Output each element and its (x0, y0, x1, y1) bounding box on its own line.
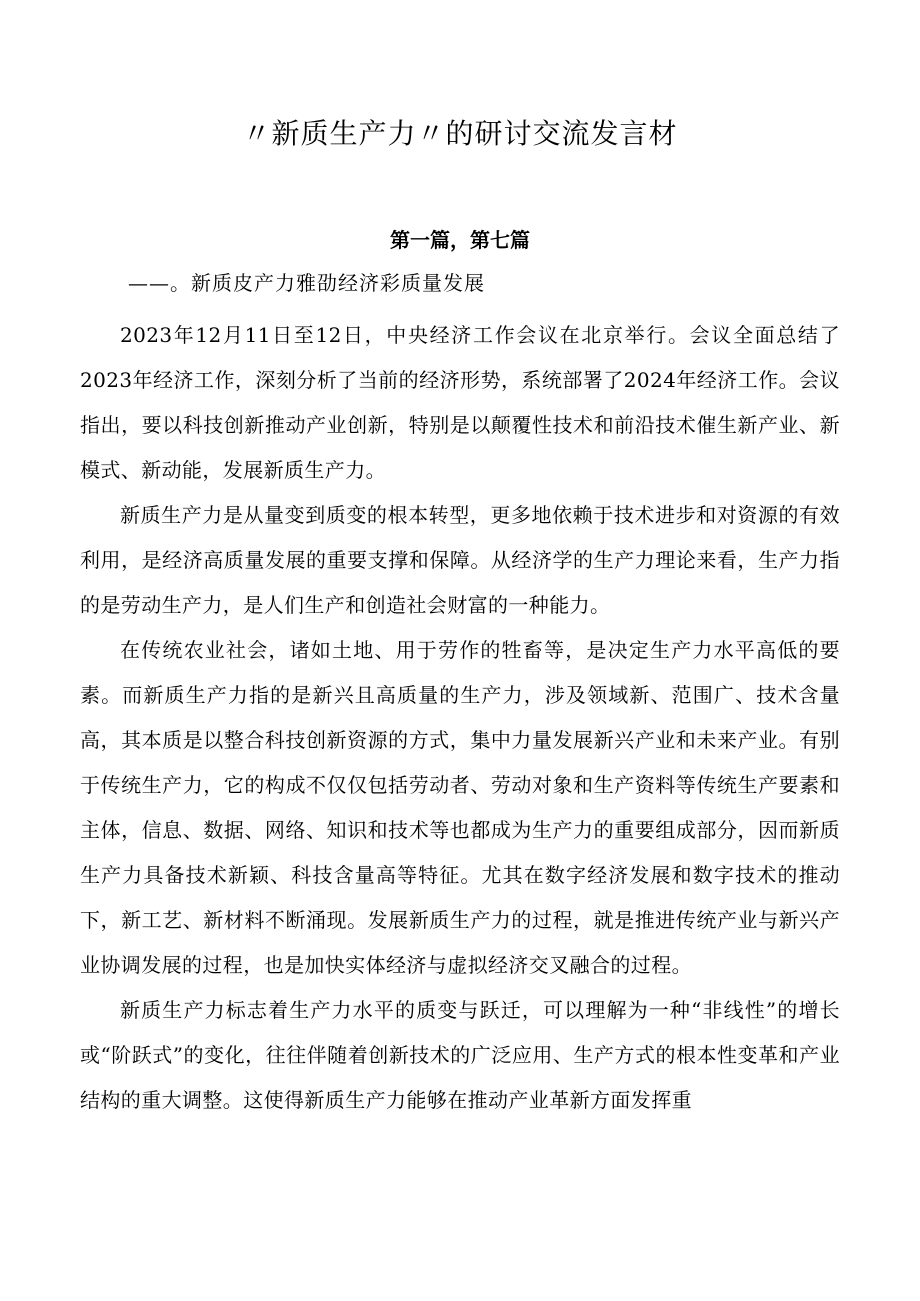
subtitle: ——。新质皮产力雅劭经济彩质量发展 (128, 271, 485, 295)
paragraph-2: 新质生产力是从量变到质变的根本转型，更多地依赖于技术进步和对资源的有效利用，是经济高质量发展的重要支撑和保障。从经济学的生产力理论来看，生产力指的是劳动生产力，是人们生产和创造社会财富的一种能力。 (80, 503, 840, 617)
paragraph-1: 2023年12月11日至12日，中央经济工作会议在北京举行。会议全面总结了2023年经济工作，深刻分析了当前的经济形势，系统部署了2024年经济工作。会议指出，要以科技创新推动产业创新，特别是以颠覆性技术和前沿技术催生新产业、新模式、新动能，发展新质生产力。 (80, 323, 840, 482)
paragraph-3: 在传统农业社会，诸如土地、用于劳作的牲畜等，是决定生产力水平高低的要素。而新质生产力指的是新兴且高质量的生产力，涉及领域新、范围广、技术含量高，其本质是以整合科技创新资源的方式，集中力量发展新兴产业和未来产业。有别于传统生产力，它的构成不仅仅包括劳动者、劳动对象和生产资料等传统生产要素和主体，信息、数据、网络、知识和技术等也都成为生产力的重要组成部分，因而新质生产力具备技术新颖、科技含量高等特征。尤其在数字经济发展和数字技术的推动下，新工艺、新材料不断涌现。发展新质生产力的过程，就是推进传统产业与新兴产业协调发展的过程，也是加快实体经济与虚拟经济交叉融合的过程。 (80, 638, 840, 977)
section-heading: 第一篇，第七篇 (390, 228, 530, 252)
document-body (80, 313, 840, 1123)
document-title: 〃新质生产力〃的研讨交流发言材 (242, 117, 678, 150)
paragraph-4: 新质生产力标志着生产力水平的质变与跃迁，可以理解为一种“非线性”的增长或“阶跃式”的变化，往往伴随着创新技术的广泛应用、生产方式的根本性变革和产业结构的重大调整。这使得新质生产力能够在推动产业革新方面发挥重 (80, 998, 840, 1112)
